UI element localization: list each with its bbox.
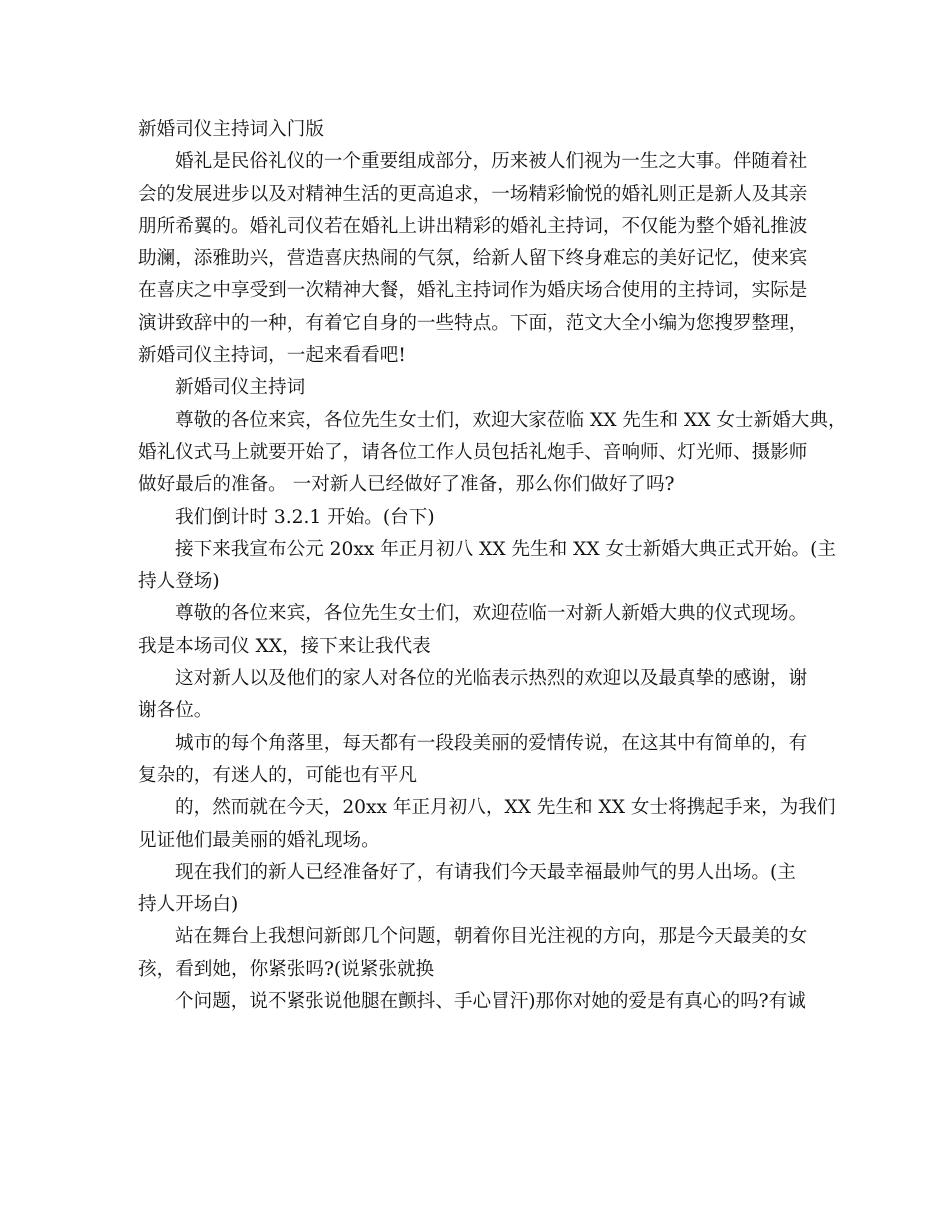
text-line: 演讲致辞中的一种，有着它自身的一些特点。下面，范文大全小编为您搜罗整理， (138, 312, 808, 334)
paragraph (138, 728, 818, 793)
text-line: 站在舞台上我想问新郎几个问题，朝着你目光注视的方向，那是今天最美的女 (175, 926, 808, 948)
document-body (138, 114, 847, 1018)
paragraph (138, 405, 847, 502)
text-line: 尊敬的各位来宾，各位先生女士们，欢迎大家莅临 XX 先生和 XX 女士新婚大典， (175, 409, 847, 431)
paragraph (138, 857, 818, 922)
paragraph (138, 986, 818, 1018)
paragraph (138, 372, 818, 404)
document-title: 新婚司仪主持词入门版 (138, 119, 324, 140)
paragraph (138, 663, 818, 728)
paragraph (138, 921, 818, 986)
paragraph (138, 598, 818, 663)
paragraph-list (138, 146, 847, 1018)
text-line: 接下来我宣布公元 20xx 年正月初八 XX 先生和 XX 女士新婚大典正式开始。(主 (175, 538, 836, 560)
text-line: 助澜，添雅助兴，营造喜庆热闹的气氛，给新人留下终身难忘的美好记忆，使来宾 (138, 248, 808, 270)
paragraph (138, 534, 836, 599)
text-line: 持人开场白) (138, 894, 239, 916)
text-line: 个问题，说不紧张说他腿在颤抖、手心冒汗)那你对她的爱是有真心的吗?有诚 (175, 991, 806, 1013)
text-line: 会的发展进步以及对精神生活的更高追求，一场精彩愉悦的婚礼则正是新人及其亲 (138, 183, 808, 205)
text-line: 做好最后的准备。 一对新人已经做好了准备，那么你们做好了吗? (138, 474, 675, 496)
text-line: 我是本场司仪 XX，接下来让我代表 (138, 635, 431, 657)
paragraph (138, 502, 818, 534)
text-line: 的，然而就在今天，20xx 年正月初八，XX 先生和 XX 女士将携起手来，为我们 (175, 797, 836, 819)
text-line: 谢各位。 (138, 700, 213, 722)
text-line: 新婚司仪主持词，一起来看看吧! (138, 345, 406, 367)
text-line: 见证他们最美丽的婚礼现场。 (138, 829, 380, 851)
paragraph (138, 792, 836, 857)
text-line: 在喜庆之中享受到一次精神大餐，婚礼主持词作为婚庆场合使用的主持词，实际是 (138, 280, 808, 302)
text-line: 朋所希翼的。婚礼司仪若在婚礼上讲出精彩的婚礼主持词，不仅能为整个婚礼推波 (138, 215, 808, 237)
text-line: 持人登场) (138, 571, 220, 593)
text-line: 孩，看到她，你紧张吗?(说紧张就换 (138, 958, 435, 980)
text-line: 新婚司仪主持词 (175, 377, 306, 399)
text-line: 婚礼仪式马上就要开始了，请各位工作人员包括礼炮手、音响师、灯光师、摄影师 (138, 441, 808, 463)
text-line: 这对新人以及他们的家人对各位的光临表示热烈的欢迎以及最真挚的感谢，谢 (175, 668, 808, 690)
text-line: 城市的每个角落里，每天都有一段段美丽的爱情传说，在这其中有简单的，有 (175, 732, 808, 754)
text-line: 我们倒计时 3.2.1 开始。(台下) (175, 506, 435, 528)
text-line: 复杂的，有迷人的，可能也有平凡 (138, 764, 417, 786)
text-line: 现在我们的新人已经准备好了，有请我们今天最幸福最帅气的男人出场。(主 (175, 861, 796, 883)
text-line: 婚礼是民俗礼仪的一个重要组成部分，历来被人们视为一生之大事。伴随着社 (175, 151, 808, 173)
text-line: 尊敬的各位来宾，各位先生女士们，欢迎莅临一对新人新婚大典的仪式现场。 (175, 603, 808, 625)
paragraph (138, 146, 818, 372)
